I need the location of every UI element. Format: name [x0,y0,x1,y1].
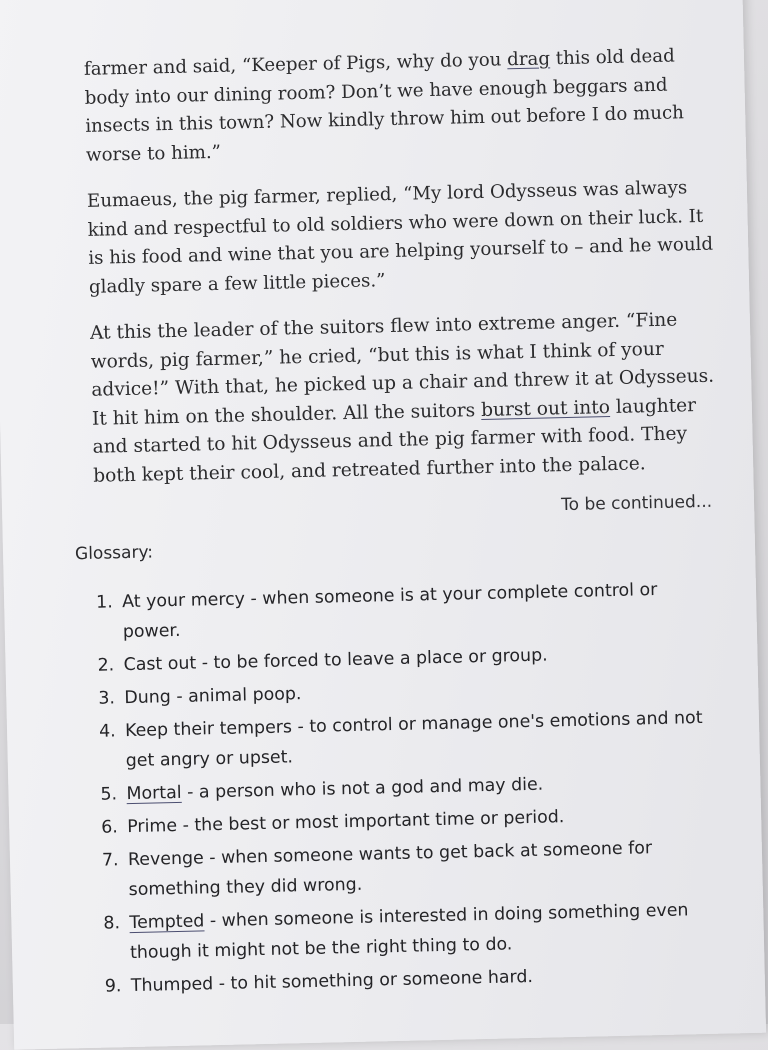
glossary-term: At your mercy [121,589,246,613]
glossary-number: 6. [101,817,119,838]
p1-text-end: this old dead body into our dining room? Don’t we have enough beggars and insects in this town? Now kindly throw him out before I do much worse to him.” [84,45,685,166]
story-paragraph-3 [90,306,722,491]
glossary-number: 4. [98,721,116,742]
glossary-term-underlined: Tempted [129,911,205,934]
glossary-item [99,703,720,777]
glossary-definition: - to be forced to leave a place or group. [196,645,548,674]
p1-text-start: farmer and said, “Keeper of Pigs, why do you [83,49,508,80]
glossary-item [102,832,723,906]
glossary-title: Glossary: [74,542,154,565]
glossary-term: Dung [124,687,172,709]
glossary-definition: - when someone is interested in doing something even though it might not be the right thing to do. [129,900,689,964]
glossary-term: Keep their tempers [124,717,293,742]
glossary-definition: - to hit something or someone hard. [213,966,534,995]
glossary-number: 9. [104,976,122,997]
glossary-entry [129,895,724,968]
glossary-term: Cast out [123,653,197,676]
glossary-number: 2. [97,655,115,676]
glossary-list [96,574,725,1005]
glossary-definition: - the best or most important time or period. [176,807,565,836]
glossary-item [96,574,717,648]
glossary-definition: - animal poop. [170,684,302,708]
glossary-definition: - when someone is at your complete control or power. [122,580,658,643]
glossary-number: 5. [100,784,118,805]
glossary-item [103,895,724,969]
glossary-number: 8. [103,913,121,934]
p3-text-end: laughter and started to hit Odysseus and the pig farmer with food. They both kept their cool, and retreated further into the palace. [92,394,697,487]
glossary-definition: - when someone wants to get back at someone for something they did wrong. [128,838,653,901]
glossary-term: Prime [127,815,178,838]
underlined-phrase-burst-out-into: burst out into [480,396,611,421]
p3-text-start: At this the leader of the suitors flew into extreme anger. “Fine words, pig farmer,” he cried, “but this is what I think of your advice!” With that, he picked up a chair and threw it at Odysseus. It hit him on the shoulder. All the suitors [89,309,715,430]
glossary-entry [128,832,723,905]
story-paragraph-1 [84,42,714,170]
glossary-number: 3. [98,688,116,709]
glossary-term: Revenge [127,848,204,871]
glossary-term-underlined: Mortal [126,782,182,805]
to-be-continued: To be continued... [560,491,713,516]
story-text [84,42,722,509]
glossary-definition: - to control or manage one's emotions and not get angry or upset. [125,708,703,772]
glossary-entry [122,574,717,647]
story-paragraph-2: Eumaeus, the pig farmer, replied, “My lord Odysseus was always kind and respectful to old soldiers who were down on their luck. It is his food and wine that you are helping yourself to – and he would gladly spare a few little pieces.” [86,177,714,298]
underlined-word-drag: drag [506,48,551,71]
glossary-number: 7. [101,850,119,871]
glossary-number: 1. [95,592,113,613]
glossary-entry [125,703,720,776]
glossary-definition: - a person who is not a god and may die. [181,774,544,803]
glossary-term: Thumped [130,974,214,997]
